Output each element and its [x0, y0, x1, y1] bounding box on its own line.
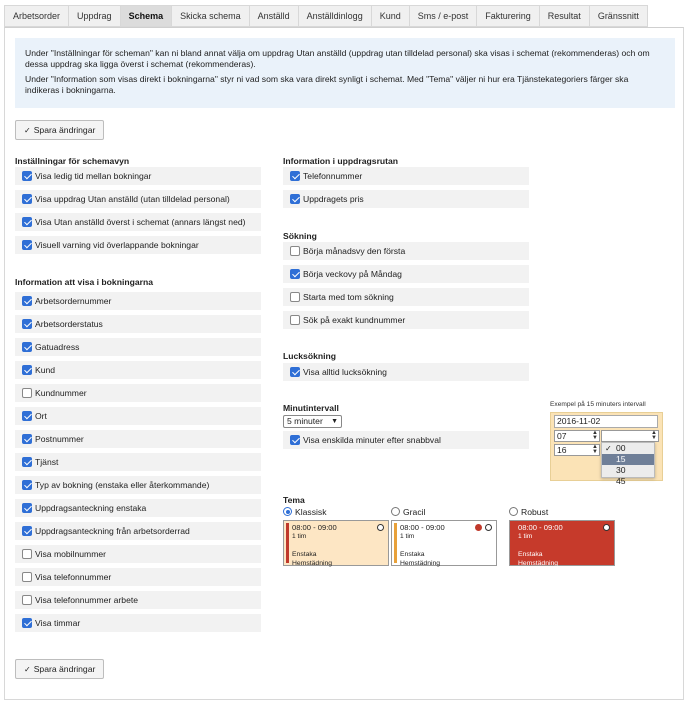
- option-visa-telefonnummer-arbete[interactable]: [15, 591, 261, 609]
- checkbox[interactable]: [290, 292, 300, 302]
- theme-radio-label[interactable]: Gracil: [403, 507, 426, 517]
- checkbox[interactable]: [22, 365, 32, 375]
- checkbox-label: Uppdragets pris: [303, 194, 364, 204]
- checkbox-label: Visa mobilnummer: [35, 549, 107, 559]
- tab-granssnitt[interactable]: Gränssnitt: [590, 5, 648, 27]
- section-title-uppdragsrutan: Information i uppdragsrutan: [283, 156, 399, 166]
- save-button-label: Spara ändringar: [33, 664, 96, 674]
- minute-option-label: 30: [616, 465, 626, 475]
- minute-interval-value: 5 minuter: [287, 416, 323, 426]
- theme-radio-klassisk[interactable]: [283, 507, 292, 516]
- checkbox-label: Börja månadsvy den första: [303, 246, 406, 256]
- option-visa-utan-anstalld-overst-i-schemat-annars-langst-ned[interactable]: [15, 213, 261, 231]
- option-arbetsordernummer[interactable]: [15, 292, 261, 310]
- checkbox-label: Kundnummer: [35, 388, 87, 398]
- option-uppdragsanteckning-enstaka[interactable]: [15, 499, 261, 517]
- checkbox[interactable]: [22, 342, 32, 352]
- option-kund[interactable]: [15, 361, 261, 379]
- status-circle-icon: [377, 524, 384, 531]
- section-title-tema: Tema: [283, 495, 305, 505]
- checkbox[interactable]: [22, 503, 32, 513]
- minute-option-label: 45: [616, 476, 626, 486]
- option-telefonnummer[interactable]: [283, 167, 529, 185]
- checkbox[interactable]: [22, 595, 32, 605]
- checkbox-label: Visa alltid lucksökning: [303, 367, 387, 377]
- example-hour-input-1[interactable]: [554, 430, 600, 442]
- checkbox-label: Visa enskilda minuter efter snabbval: [303, 435, 441, 445]
- checkbox-label: Börja veckovy på Måndag: [303, 269, 402, 279]
- service-color-bar: [394, 523, 397, 563]
- checkbox[interactable]: [22, 296, 32, 306]
- checkbox-label: Ort: [35, 411, 47, 421]
- status-circle-icon: [603, 524, 610, 531]
- example-hour-input-2[interactable]: [554, 444, 600, 456]
- schema-settings-panel: [4, 27, 684, 700]
- checkmark-icon: ✓: [24, 126, 31, 135]
- tab-arbetsorder[interactable]: Arbetsorder: [4, 5, 69, 27]
- option-visa-telefonnummer[interactable]: [15, 568, 261, 586]
- minute-interval-select[interactable]: [283, 415, 342, 428]
- example-date-input[interactable]: 2016-11-02: [554, 415, 658, 428]
- tab-sms-epost[interactable]: Sms / e-post: [410, 5, 478, 27]
- service-dot-icon: [475, 524, 482, 531]
- option-visa-ledig-tid-mellan-bokningar[interactable]: [15, 167, 261, 185]
- status-circle-icon: [485, 524, 492, 531]
- theme-radio-gracil[interactable]: [391, 507, 400, 516]
- checkbox[interactable]: [22, 240, 32, 250]
- checkbox[interactable]: [22, 549, 32, 559]
- tab-resultat[interactable]: Resultat: [540, 5, 590, 27]
- example-label: Exempel på 15 minuters intervall: [550, 401, 646, 408]
- info-text-2: Under "Information som visas direkt i bokningarna" styr ni vad som ska vara direkt synligt i schemat. Med "Tema" väljer ni hur era Tjänstekategoriers färger ska indikeras i bokningarna.: [25, 73, 629, 96]
- save-button-bottom[interactable]: [15, 659, 104, 679]
- checkbox[interactable]: [22, 411, 32, 421]
- save-button-label: Spara ändringar: [33, 125, 96, 135]
- tab-anstalldinlogg[interactable]: Anställdinlogg: [299, 5, 372, 27]
- checkbox[interactable]: [22, 217, 32, 227]
- tab-uppdrag[interactable]: Uppdrag: [69, 5, 121, 27]
- checkbox-label: Arbetsordernummer: [35, 296, 112, 306]
- option-visuell-varning-vid-overlappande-bokningar[interactable]: [15, 236, 261, 254]
- spinner-icon: ▲ ▼: [592, 430, 598, 441]
- checkbox-label: Telefonnummer: [303, 171, 363, 181]
- theme-radio-label[interactable]: Klassisk: [295, 507, 327, 517]
- option-typ-av-bokning-enstaka-eller-aterkommande[interactable]: [15, 476, 261, 494]
- example-hour-2-value: 16: [557, 445, 567, 455]
- chevron-down-icon: ▼: [331, 418, 338, 425]
- checkbox[interactable]: [22, 194, 32, 204]
- checkbox-label: Starta med tom sökning: [303, 292, 394, 302]
- checkbox-label: Postnummer: [35, 434, 84, 444]
- minute-option-00[interactable]: [602, 443, 654, 454]
- option-sok-pa-exakt-kundnummer[interactable]: [283, 311, 529, 329]
- service-color-bar: [286, 523, 289, 563]
- checkbox[interactable]: [22, 171, 32, 181]
- checkbox[interactable]: [290, 171, 300, 181]
- checkbox[interactable]: [22, 480, 32, 490]
- tab-skicka-schema[interactable]: Skicka schema: [172, 5, 250, 27]
- option-uppdragets-pris[interactable]: [283, 190, 529, 208]
- checkbox-label: Kund: [35, 365, 56, 375]
- tab-schema[interactable]: Schema: [121, 5, 173, 27]
- booking-duration: 1 tim: [292, 533, 307, 540]
- checkbox[interactable]: [22, 319, 32, 329]
- tab-kund[interactable]: Kund: [372, 5, 410, 27]
- tab-bar: [4, 5, 648, 27]
- option-tjanst[interactable]: [15, 453, 261, 471]
- minute-option-label: 15: [616, 454, 626, 464]
- booking-duration: 1 tim: [400, 533, 415, 540]
- option-visa-timmar[interactable]: [15, 614, 261, 632]
- section-title-bokningar: Information att visa i bokningarna: [15, 277, 153, 287]
- section-title-lucksokning: Lucksökning: [283, 351, 337, 361]
- option-kundnummer[interactable]: [15, 384, 261, 402]
- option-gatuadress[interactable]: [15, 338, 261, 356]
- option-starta-med-tom-sokning[interactable]: [283, 288, 529, 306]
- tab-fakturering[interactable]: Fakturering: [477, 5, 540, 27]
- checkbox-label: Sök på exakt kundnummer: [303, 315, 406, 325]
- checkmark-icon: ✓: [605, 444, 612, 453]
- checkbox-label: Visa Utan anställd överst i schemat (annars längst ned): [35, 217, 246, 227]
- checkbox[interactable]: [290, 246, 300, 256]
- option-arbetsorderstatus[interactable]: [15, 315, 261, 333]
- checkbox[interactable]: [290, 435, 300, 445]
- checkbox[interactable]: [22, 618, 32, 628]
- booking-time: 08:00 - 09:00: [292, 523, 337, 532]
- option-borja-veckovy-pa-mandag[interactable]: [283, 265, 529, 283]
- booking-service: Hemstädning: [292, 560, 333, 567]
- booking-time: 08:00 - 09:00: [400, 523, 445, 532]
- checkbox-label: Visa timmar: [35, 618, 81, 628]
- option-visa-mobilnummer[interactable]: [15, 545, 261, 563]
- booking-duration: 1 tim: [518, 533, 533, 540]
- minute-option-45[interactable]: [602, 476, 654, 487]
- option-ort[interactable]: [15, 407, 261, 425]
- theme-radio-label[interactable]: Robust: [521, 507, 549, 517]
- example-box: [550, 412, 663, 486]
- option-borja-manadsvy-den-forsta[interactable]: [283, 242, 529, 260]
- checkbox-label: Visa telefonnummer: [35, 572, 112, 582]
- option-visa-alltid-lucksokning[interactable]: [283, 363, 529, 381]
- checkbox[interactable]: [290, 367, 300, 377]
- booking-service: Hemstädning: [518, 560, 559, 567]
- theme-radio-robust[interactable]: [509, 507, 518, 516]
- checkbox-label: Visa uppdrag Utan anställd (utan tilldelad personal): [35, 194, 230, 204]
- booking-time: 08:00 - 09:00: [518, 523, 563, 532]
- checkbox-label: Typ av bokning (enstaka eller återkommande): [35, 480, 210, 490]
- tab-anstalld[interactable]: Anställd: [250, 5, 299, 27]
- theme-preview-klassisk[interactable]: [283, 520, 389, 566]
- booking-type: Enstaka: [518, 551, 543, 558]
- booking-type: Enstaka: [292, 551, 317, 558]
- checkbox[interactable]: [290, 194, 300, 204]
- booking-service: Hemstädning: [400, 560, 441, 567]
- spinner-icon: ▲ ▼: [592, 444, 598, 455]
- save-button-top[interactable]: [15, 120, 104, 140]
- checkbox[interactable]: [22, 526, 32, 536]
- minute-dropdown: [601, 442, 655, 486]
- checkbox-label: Gatuadress: [35, 342, 80, 352]
- checkbox[interactable]: [22, 457, 32, 467]
- checkbox-label: Visuell varning vid överlappande bokningar: [35, 240, 199, 250]
- option-postnummer[interactable]: [15, 430, 261, 448]
- spinner-icon: ▲ ▼: [651, 430, 657, 441]
- checkbox-label: Uppdragsanteckning från arbetsorderrad: [35, 526, 190, 536]
- theme-preview-gracil[interactable]: [391, 520, 497, 566]
- checkbox-label: Tjänst: [35, 457, 59, 467]
- info-box: [15, 38, 675, 108]
- section-title-sokning: Sökning: [283, 231, 317, 241]
- checkbox[interactable]: [290, 269, 300, 279]
- booking-type: Enstaka: [400, 551, 425, 558]
- checkbox[interactable]: [22, 388, 32, 398]
- minute-option-label: 00: [616, 443, 626, 453]
- checkbox-label: Visa ledig tid mellan bokningar: [35, 171, 152, 181]
- service-color-bar: [512, 523, 515, 563]
- example-minute-select[interactable]: [601, 430, 659, 442]
- info-text-1: Under "Inställningar för scheman" kan ni bland annat välja om uppdrag Utan anställd (uppdrag utan tilldelad personal) ska visas i schemat (rekommenderas) och om dessa uppdrag ska ligga överst i schemat (rekommenderas).: [25, 48, 650, 70]
- section-title-schemavy: Inställningar för schemavyn: [15, 156, 130, 166]
- checkbox-label: Visa telefonnummer arbete: [35, 595, 139, 605]
- minute-option-30[interactable]: [602, 465, 654, 476]
- example-hour-1-value: 07: [557, 431, 567, 441]
- minute-option-15[interactable]: [602, 454, 654, 465]
- section-title-minutintervall: Minutintervall: [283, 403, 339, 413]
- option-visa-uppdrag-utan-anstalld-utan-tilldelad-personal[interactable]: [15, 190, 261, 208]
- checkbox[interactable]: [290, 315, 300, 325]
- theme-preview-robust[interactable]: [509, 520, 615, 566]
- checkmark-icon: ✓: [24, 665, 31, 674]
- checkbox[interactable]: [22, 434, 32, 444]
- option-uppdragsanteckning-fran-arbetsorderrad[interactable]: [15, 522, 261, 540]
- checkbox-label: Arbetsorderstatus: [35, 319, 103, 329]
- checkbox-label: Uppdragsanteckning enstaka: [35, 503, 147, 513]
- checkbox[interactable]: [22, 572, 32, 582]
- option-visa-enskilda-minuter-efter-snabbval[interactable]: [283, 431, 529, 449]
